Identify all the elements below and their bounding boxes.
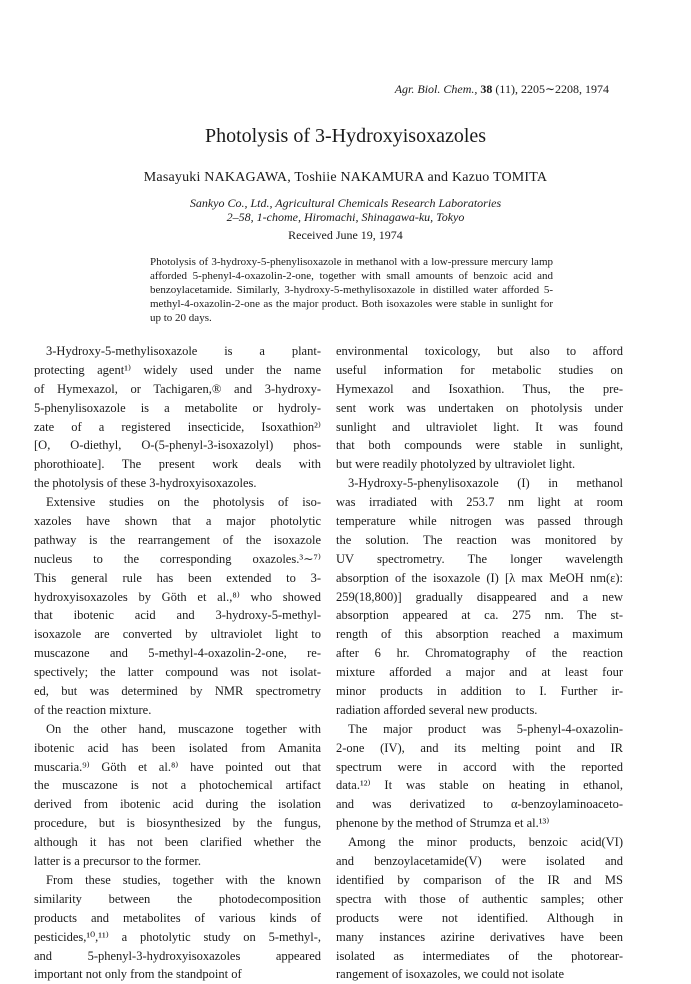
received-date: Received June 19, 1974 [288,228,403,242]
text-line: spectrum were in accord with the reported [336,759,623,774]
text-line: the photolysis of these 3-hydroxyisoxazoles. [34,476,257,491]
text-line: latter is a precursor to the former. [34,854,201,869]
text-line: sent work was undertaken on photolysis under [336,400,623,415]
text-line: 3-Hydroxy-5-phenylisoxazole (I) in methanol [348,476,623,491]
text-line: Hymexazol and Isoxathion. Thus, the pre- [336,381,623,396]
text-line: of the reaction mixture. [34,702,152,717]
text-line: radiation afforded several new products. [336,702,538,717]
journal-citation [395,82,609,97]
journal-volume: 38 [480,82,493,96]
text-line: phorothioate]. The present work deals with [34,457,321,472]
affiliation-line-2: 2–58, 1-chome, Hiromachi, Shinagawa-ku, Tokyo [226,210,465,224]
text-line: The major product was 5-phenyl-4-oxazolin- [348,721,623,736]
journal-name: Agr. Biol. Chem., [394,82,478,96]
text-line: although it has not been clarified whether the [34,835,321,850]
text-line: but were readily photolyzed by ultraviolet light. [336,457,576,472]
text-line: isoxazole are converted by ultraviolet light to [34,627,321,642]
text-line: muscaria.⁹⁾ Göth et al.⁸⁾ have pointed out that [34,759,321,774]
text-line: muscazone and 5-methyl-4-oxazolin-2-one, re- [34,646,321,661]
text-line: On the other hand, muscazone together with [46,721,321,736]
text-line: that both compounds were stable in sunlight, [336,438,623,453]
text-line: the solution. The reaction was monitored by [336,532,623,547]
text-line: From these studies, together with the known [46,872,321,887]
text-line: protecting agent¹⁾ widely used under the name [34,362,321,377]
text-line: 3-Hydroxy-5-methylisoxazole is a plant- [46,344,321,358]
text-line: sunlight and ultraviolet light. It was found [336,419,623,434]
text-line: rength of this absorption reached a maximum [336,627,623,642]
text-line: phenone by the method of Strumza et al.¹³⁾ [336,816,550,831]
text-line: temperature while nitrogen was passed through [336,514,623,529]
text-line: isolated as intermediates of the photorear- [336,948,623,963]
text-line: This general rule has been extended to 3- [34,570,321,585]
text-line: identified by comparison of the IR and MS [336,872,623,887]
text-line: Extensive studies on the photolysis of iso- [46,495,321,510]
text-line: zate of a registered insecticide, Isoxathion²⁾ [34,419,321,434]
text-line: derived from ibotenic acid during the isolation [34,797,321,812]
text-line: similarity between the photodecomposition [34,891,321,906]
text-line: ed, but was determined by NMR spectrometry [34,684,321,699]
text-line: spectra with those of authentic samples; other [336,891,623,906]
paper-authors: Masayuki NAKAGAWA, Toshiie NAKAMURA and Kazuo TOMITA [143,170,548,185]
body-right-column [336,342,623,984]
paper-title: Photolysis of 3-Hydroxyisoxazoles [204,125,487,147]
abstract: Photolysis of 3-hydroxy-5-phenylisoxazole in methanol with a low-pressure mercury lamp afforded 5-phenyl-4-oxazolin-2-one, together with small amounts of benzoic acid and benzoylacetamide. Similarly, 3-hydroxy-5-methylisoxazole in distilled water afforded 5-methyl-4-oxazolin-2-one as the major product. Both isoxazoles were stable in sunlight for up to 20 days. [150,256,553,324]
affiliation [0,196,691,224]
journal-issue-pages: (11), 2205∼2208, 1974 [495,82,609,96]
affiliation-line-1: Sankyo Co., Ltd., Agricultural Chemicals Research Laboratories [189,196,502,210]
text-line: many instances azirine derivatives have been [336,929,623,944]
text-line: data.¹²⁾ It was stable on heating in ethanol, [336,778,623,793]
text-line: 259(18,800)] gradually disappeared and a new [336,589,623,604]
text-line: that ibotenic acid and 3-hydroxy-5-methyl- [34,608,321,623]
text-line: [O, O-diethyl, O-(5-phenyl-3-isoxazolyl) phos- [34,438,321,453]
text-line: ibotenic acid has been isolated from Amanita [34,740,321,755]
text-line: the muscazone is not a photochemical artifact [34,778,321,793]
text-line: absorption appeared at ca. 275 nm. The st- [336,608,623,623]
text-line: was irradiated with 253.7 nm light at room [336,495,623,510]
text-line: and benzoylacetamide(V) were isolated and [336,854,623,869]
text-line: spectively; the latter compound was not isolat- [34,665,321,680]
text-line: pathway is the rearrangement of the isoxazole [34,532,321,547]
text-line: and was derivatized to α-benzoylaminoaceto- [336,797,623,812]
text-line: mixture afforded a major and at least four [336,665,623,680]
text-line: hydroxyisoxazoles by Göth et al.,⁸⁾ who showed [34,589,321,604]
text-line: pesticides,¹⁰,¹¹⁾ a photolytic study on 5-methyl-, [34,929,321,944]
text-line: products were not identified. Although in [336,910,623,925]
body-left-column [34,342,321,984]
text-line: environmental toxicology, but also to afford [336,344,623,358]
text-line: nucleus to the corresponding oxazoles.³∼⁷⁾ [34,551,321,566]
text-line: rangement of isoxazoles, we could not isolate [336,967,565,982]
text-line: minor products in addition to I. Further ir- [336,684,623,699]
text-line: products and metabolites of various kinds of [34,910,321,925]
text-line: and 5-phenyl-3-hydroxyisoxazoles appeared [34,948,321,963]
text-line: procedure, but is biosynthesized by the fungus, [34,816,321,831]
text-line: absorption of the isoxazole (I) [λ max MeOH nm(ε): [336,570,623,585]
text-line: UV spectrometry. The longer wavelength [336,551,623,566]
text-line: after 6 hr. Chromatography of the reaction [336,646,623,661]
text-line: useful information for metabolic studies on [336,362,623,377]
text-line: important not only from the standpoint of [34,967,242,982]
text-line: of Hymexazol, or Tachigaren,® and 3-hydroxy- [34,381,321,396]
text-line: 5-phenylisoxazole is a metabolite or hydroly- [34,400,321,415]
text-line: xazoles have shown that a major photolytic [34,514,321,529]
text-line: 2-one (IV), and its melting point and IR [336,740,623,755]
text-line: Among the minor products, benzoic acid(VI) [348,835,623,850]
